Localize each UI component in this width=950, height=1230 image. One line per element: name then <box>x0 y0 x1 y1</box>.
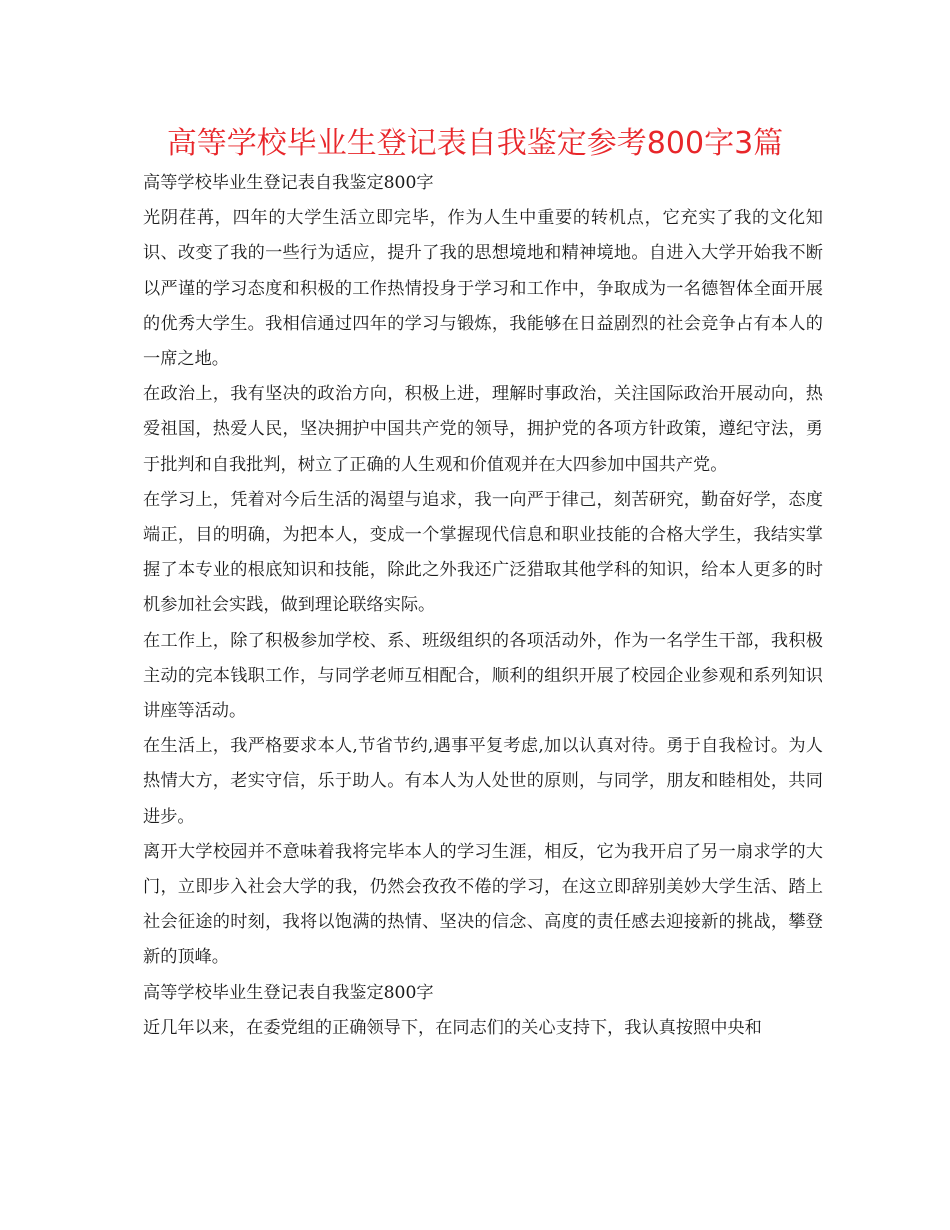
paragraph-study: 在学习上，凭着对今后生活的渴望与追求，我一向严于律己，刻苦研究，勤奋好学，态度端正，目的明确，为把本人，变成一个掌握现代信息和职业技能的合格大学生，我结实掌握了本专业的根底知识和技能，除此之外我还广泛猎取其他学科的知识，给本人更多的时机参加社会实践，做到理论联络实际。 <box>143 489 823 616</box>
paragraph-life: 在生活上，我严格要求本人,节省节约,遇事平复考虑,加以认真对待。勇于自我检讨。为人热情大方，老实守信，乐于助人。有本人为人处世的原则，与同学，朋友和睦相处，共同进步。 <box>143 736 823 827</box>
paragraph-conclusion: 离开大学校园并不意味着我将完毕本人的学习生涯，相反，它为我开启了另一扇求学的大门，立即步入社会大学的我，仍然会孜孜不倦的学习，在这立即辞别美妙大学生活、踏上社会征途的时刻，我将以饱满的热情、坚决的信念、高度的责任感去迎接新的挑战，攀登新的顶峰。 <box>143 841 823 968</box>
paragraph-politics: 在政治上，我有坚决的政治方向，积极上进，理解时事政治，关注国际政治开展动向，热爱祖国，热爱人民，坚决拥护中国共产党的领导，拥护党的各项方针政策，遵纪守法，勇于批判和自我批判，树立了正确的人生观和价值观并在大四参加中国共产党。 <box>143 384 823 475</box>
section-heading-2: 高等学校毕业生登记表自我鉴定800字 <box>143 982 434 1003</box>
paragraph-second-intro: 近几年以来，在委党组的正确领导下，在同志们的关心支持下，我认真按照中央和 <box>143 1017 762 1038</box>
section-heading-1: 高等学校毕业生登记表自我鉴定800字 <box>143 173 434 193</box>
paragraph-intro: 光阴荏苒，四年的大学生活立即完毕，作为人生中重要的转机点，它充实了我的文化知识、改变了我的一些行为适应，提升了我的思想境地和精神境地。自进入大学开始我不断以严谨的学习态度和积极的工作热情投身于学习和工作中，争取成为一名德智体全面开展的优秀大学生。我相信通过四年的学习与锻炼，我能够在日益剧烈的社会竞争占有本人的一席之地。 <box>143 208 823 370</box>
paragraph-work: 在工作上，除了积极参加学校、系、班级组织的各项活动外，作为一名学生干部，我积极主动的完本钱职工作，与同学老师互相配合，顺利的组织开展了校园企业参观和系列知识讲座等活动。 <box>143 630 823 722</box>
document-body <box>143 166 823 1046</box>
document-title: 高等学校毕业生登记表自我鉴定参考800字3篇 <box>166 126 784 161</box>
